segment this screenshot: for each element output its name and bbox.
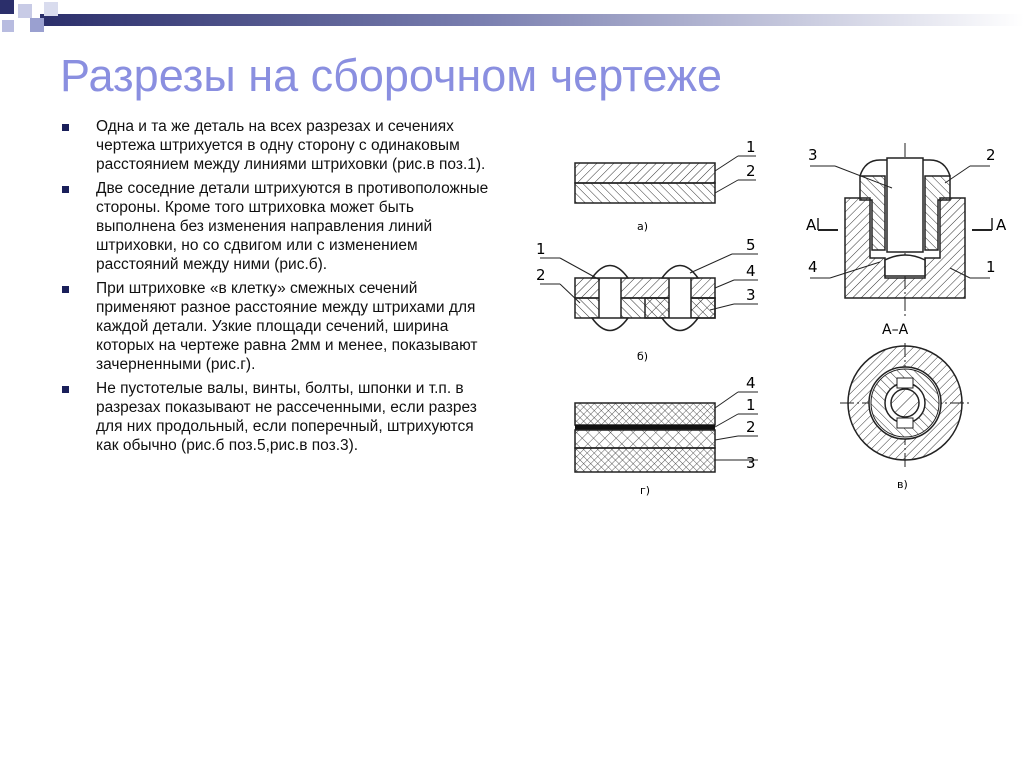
list-item [62, 179, 492, 274]
bullet-list [62, 117, 492, 460]
caption-g: г) [640, 484, 651, 497]
label-v-3: 3 [808, 146, 818, 164]
label-b-3: 3 [746, 286, 756, 304]
figure-v [806, 143, 1007, 491]
hatching-figure [520, 138, 1020, 523]
section-arrow-right: А [996, 216, 1007, 234]
label-a-2: 2 [746, 162, 756, 180]
list-item [62, 117, 492, 174]
bullet-text: Две соседние детали штрихуются в противоположные стороны. Кроме того штриховка может быть выполнена без изменения направления линий штриховки, но со сдвигом или с изменением расстояний между ними (рис.б). [96, 180, 489, 273]
bullet-square-icon [62, 124, 69, 131]
figure-g [575, 374, 758, 497]
list-item [62, 279, 492, 374]
label-a-1: 1 [746, 138, 756, 156]
figure-a [575, 138, 756, 233]
bullet-square-icon [62, 186, 69, 193]
label-v-1: 1 [986, 258, 996, 276]
label-b-2: 2 [536, 266, 546, 284]
header-band [0, 0, 1024, 38]
bullet-text: Одна и та же деталь на всех разрезах и сечениях чертежа штрихуется в одну сторону с одинаковым расстоянием между линиями штриховки (рис.в поз.1). [96, 118, 486, 173]
bullet-text: Не пустотелые валы, винты, болты, шпонки и т.п. в разрезах показывают не рассеченными, если разрез для них продольный, если поперечный, штрихуются как обычно (рис.б поз.5,рис.в поз.3). [96, 380, 477, 454]
label-g-3: 3 [746, 454, 756, 472]
list-item [62, 379, 492, 455]
section-label: А–А [882, 322, 909, 338]
bullet-text: При штриховке «в клетку» смежных сечений применяют разное расстояние между штрихами для каждой детали. Узкие площади сечений, ширина которых на чертеже равна 2мм и менее, показывают зачерненными (рис.г). [96, 280, 478, 373]
bullet-square-icon [62, 286, 69, 293]
caption-v: в) [897, 478, 908, 491]
section-arrow-left: А [806, 216, 817, 234]
label-g-4: 4 [746, 374, 756, 392]
label-b-4: 4 [746, 262, 756, 280]
label-g-2: 2 [746, 418, 756, 436]
label-b-5: 5 [746, 236, 756, 254]
label-g-1: 1 [746, 396, 756, 414]
label-b-1: 1 [536, 240, 546, 258]
caption-a: а) [637, 220, 649, 233]
label-v-4: 4 [808, 258, 818, 276]
caption-b: б) [637, 350, 649, 363]
label-v-2: 2 [986, 146, 996, 164]
page-title: Разрезы на сборочном чертеже [60, 50, 722, 101]
bullet-square-icon [62, 386, 69, 393]
figure-b [536, 236, 758, 363]
